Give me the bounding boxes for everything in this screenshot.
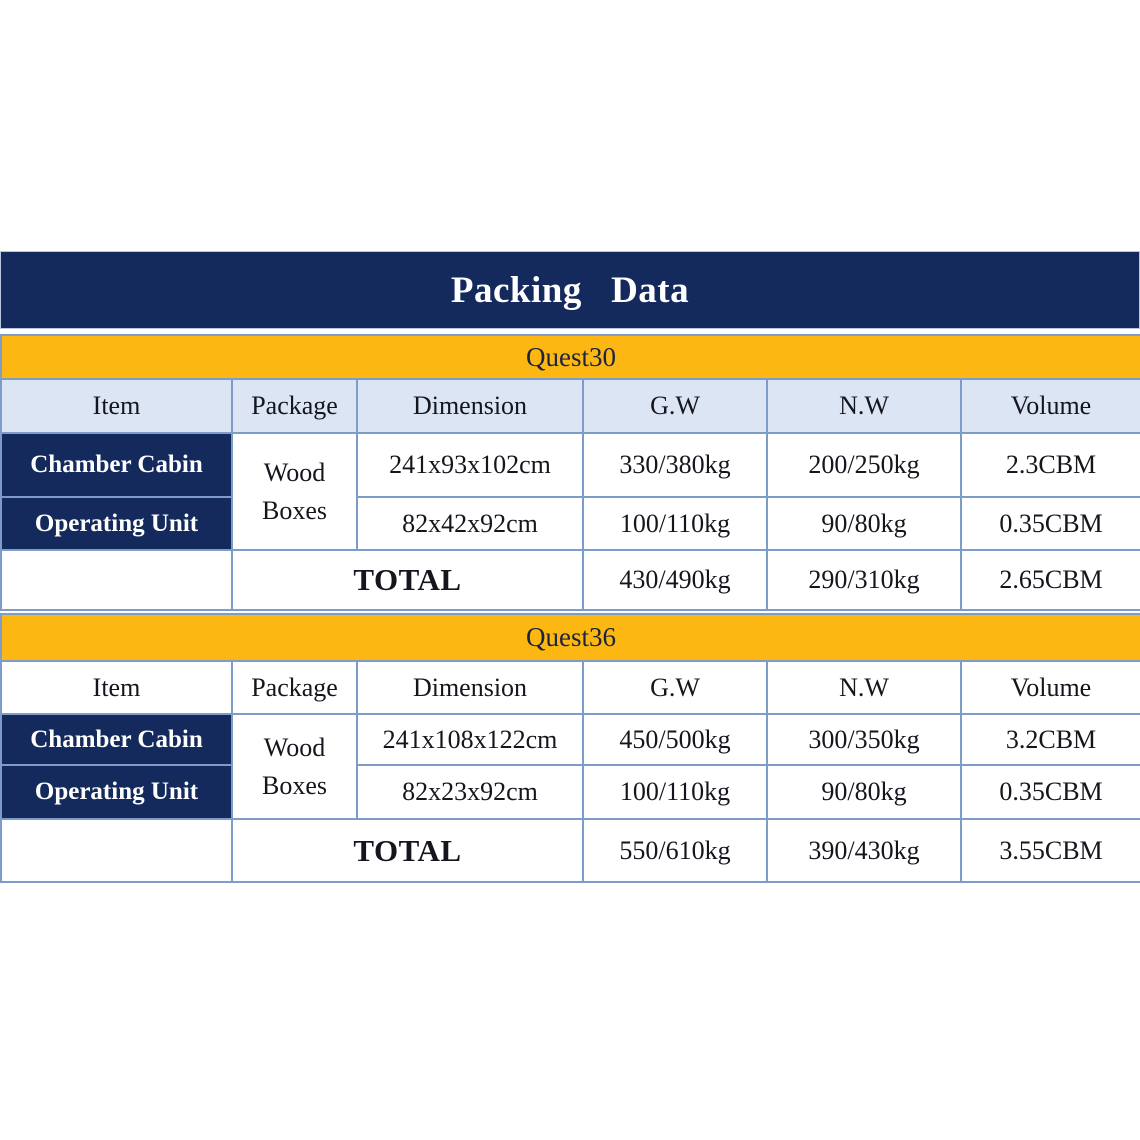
cell-net-weight: 90/80kg [767,765,961,819]
table-row [1,714,1140,765]
col-header-gw: G.W [583,661,767,714]
cell-volume: 0.35CBM [961,497,1140,550]
col-header-nw: N.W [767,661,961,714]
table-title: Packing Data [450,269,690,311]
total-gross-weight: 550/610kg [583,819,767,882]
total-row-empty-cell [1,550,232,610]
cell-volume: 2.3CBM [961,433,1140,497]
cell-net-weight: 200/250kg [767,433,961,497]
total-volume: 2.65CBM [961,550,1140,610]
col-header-package: Package [232,661,357,714]
total-net-weight: 290/310kg [767,550,961,610]
section-band-row [1,614,1140,661]
col-header-package: Package [232,379,357,433]
item-label-operating-unit: Operating Unit [1,765,232,819]
cell-gross-weight: 100/110kg [583,765,767,819]
total-label: TOTAL [232,550,583,610]
cell-gross-weight: 100/110kg [583,497,767,550]
table-title-bar [0,251,1140,329]
package-cell: Wood Boxes [232,714,357,819]
total-row-empty-cell [1,819,232,882]
col-header-item: Item [1,379,232,433]
col-header-dimension: Dimension [357,661,583,714]
total-gross-weight: 430/490kg [583,550,767,610]
total-row [1,819,1140,882]
section-band-quest30: Quest30 [1,335,1140,379]
header-row [1,379,1140,433]
cell-dimension: 241x93x102cm [357,433,583,497]
total-volume: 3.55CBM [961,819,1140,882]
cell-net-weight: 300/350kg [767,714,961,765]
cell-volume: 3.2CBM [961,714,1140,765]
header-row [1,661,1140,714]
col-header-volume: Volume [961,661,1140,714]
table-row [1,765,1140,819]
packing-data-table [0,251,1140,883]
total-net-weight: 390/430kg [767,819,961,882]
table-row [1,433,1140,497]
section-quest30 [0,334,1140,611]
item-label-chamber-cabin: Chamber Cabin [1,714,232,765]
total-row [1,550,1140,610]
section-band-row [1,335,1140,379]
section-quest36 [0,613,1140,883]
col-header-gw: G.W [583,379,767,433]
col-header-item: Item [1,661,232,714]
section-band-quest36: Quest36 [1,614,1140,661]
table-row [1,497,1140,550]
cell-net-weight: 90/80kg [767,497,961,550]
item-label-chamber-cabin: Chamber Cabin [1,433,232,497]
col-header-dimension: Dimension [357,379,583,433]
col-header-nw: N.W [767,379,961,433]
cell-dimension: 82x23x92cm [357,765,583,819]
cell-gross-weight: 450/500kg [583,714,767,765]
cell-dimension: 241x108x122cm [357,714,583,765]
package-cell: Wood Boxes [232,433,357,550]
total-label: TOTAL [232,819,583,882]
item-label-operating-unit: Operating Unit [1,497,232,550]
cell-volume: 0.35CBM [961,765,1140,819]
cell-gross-weight: 330/380kg [583,433,767,497]
cell-dimension: 82x42x92cm [357,497,583,550]
col-header-volume: Volume [961,379,1140,433]
